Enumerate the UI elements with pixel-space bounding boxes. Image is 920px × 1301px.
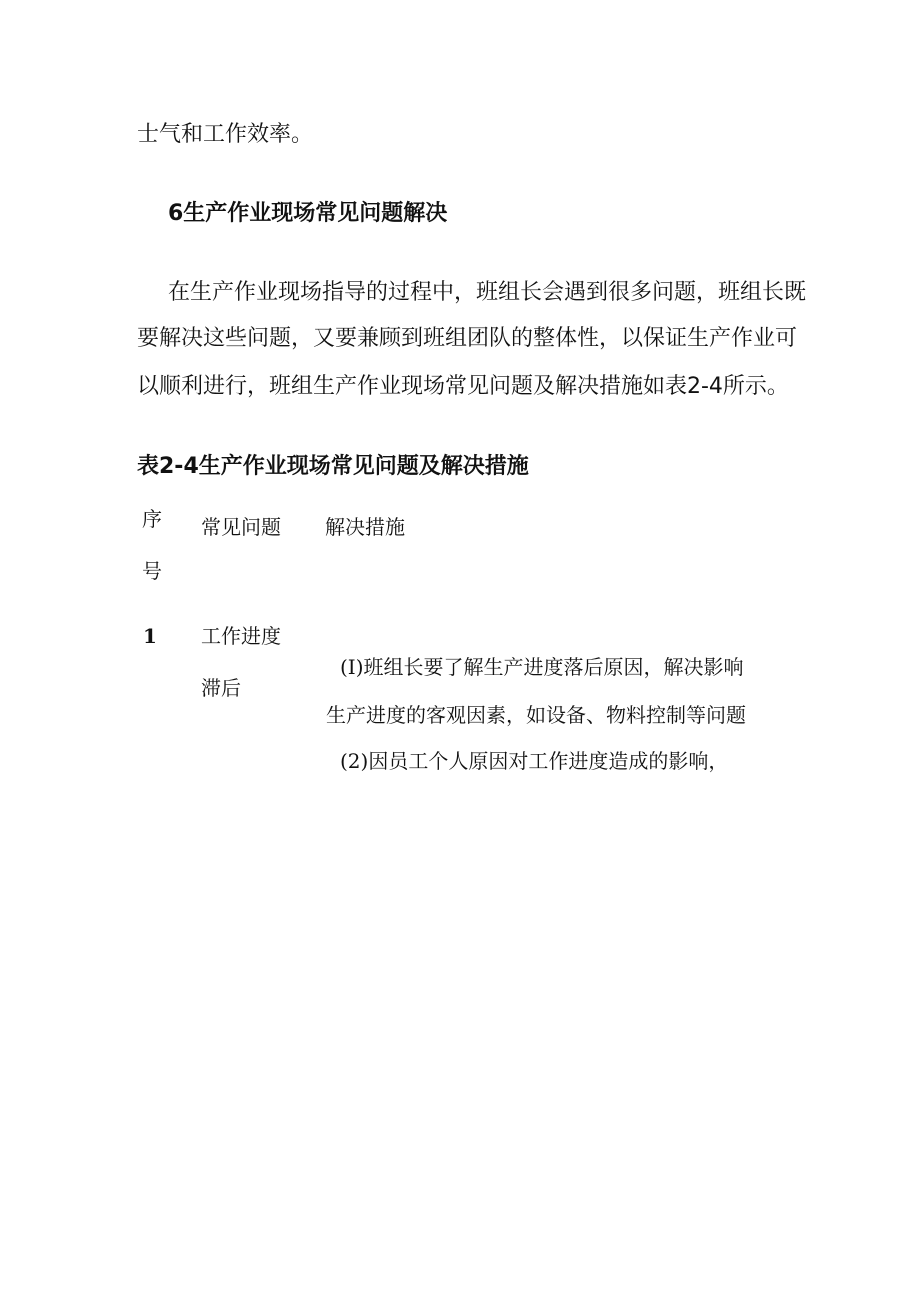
row-problem-line: 滞后 [201, 676, 241, 700]
header-problem: 常见问题 [201, 515, 281, 539]
header-seq-1: 序 [142, 507, 162, 531]
row-seq: 1 [143, 624, 157, 648]
header-measure: 解决措施 [325, 515, 405, 539]
row-problem-line: 工作进度 [201, 624, 281, 648]
paragraph-line: 以顺利进行，班组生产作业现场常见问题及解决措施如表2-4所示。 [137, 374, 789, 399]
row-measure-line: (I)班组长要了解生产进度落后原因，解决影响 [340, 655, 744, 679]
header-seq-2: 号 [142, 559, 162, 583]
section-heading: 6生产作业现场常见问题解决 [168, 201, 448, 226]
paragraph-line: 要解决这些问题，又要兼顾到班组团队的整体性，以保证生产作业可 [137, 326, 798, 351]
row-measure-line: 生产进度的客观因素，如设备、物料控制等问题 [326, 703, 746, 727]
row-measure-line: (2)因员工个人原因对工作进度造成的影响， [340, 749, 729, 773]
table-caption: 表2-4生产作业现场常见问题及解决措施 [137, 454, 529, 479]
paragraph-line: 在生产作业现场指导的过程中，班组长会遇到很多问题，班组长既 [168, 280, 807, 305]
carryover-line: 士气和工作效率。 [137, 122, 314, 147]
